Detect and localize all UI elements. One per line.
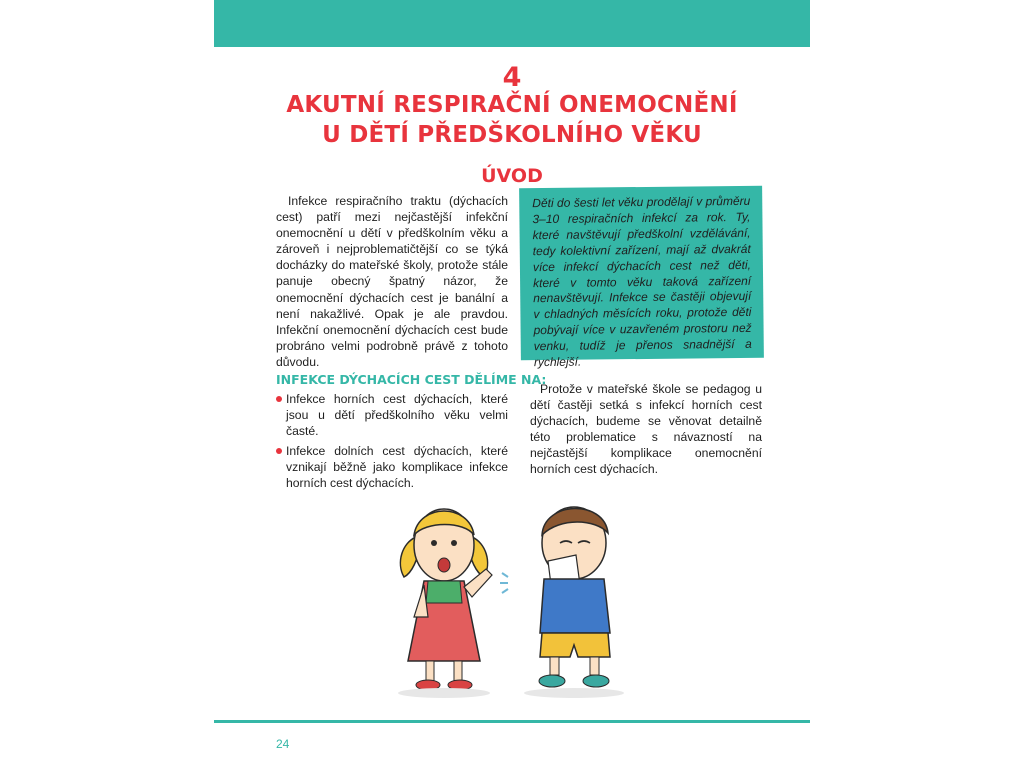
page-number: 24 (276, 737, 290, 751)
infection-division-list (276, 391, 508, 495)
bullet-dot-icon (276, 396, 282, 402)
bottom-rule (214, 720, 810, 723)
boy-figure (539, 507, 610, 687)
list-item (276, 391, 508, 439)
top-color-band (214, 0, 810, 47)
highlight-text: Děti do šesti let věku prodělají v průměru 3–10 respiračních infekcí za rok. Ty, které navštěvují předškolní vzdělávání, tedy kolektivní zařízení, mají až dvakrát více infekcí dýchacích cest než děti, které v tomto věku taková zařízení nenavštěvují. Infekce se častěji objevují v chladných měsících roku, protože děti pobývají více v uzavřeném prostoru než venku, tudíž je přenos snadnější a rychlejší. (532, 193, 752, 370)
sneeze-droplets (500, 573, 508, 593)
girl-figure (400, 509, 492, 690)
right-paragraph: Protože v mateřské škole se pedagog u dětí častěji setká s infekcí horních cest dýchacích, budeme se věnovat detailně této problematice s návazností na nejčastější komplikace onemocnění horních cest dýchacích. (530, 382, 762, 477)
intro-paragraph: Infekce respiračního traktu (dýchacích cest) patří mezi nejčastější infekční onemocnění u dětí v předškolním věku a zároveň i nejproblematičtější co se týká docházky do mateřské školy, protože stále panuje obecný špatný názor, že onemocnění dýchacích cest je banální a není nakažlivé. Opak je ale pravdou. Infekční onemocnění dýchacích cest bude probráno velmi podrobně právě z tohoto důvodu. (276, 194, 508, 369)
list-item-text: Infekce dolních cest dýchacích, které vznikají běžně jako komplikace infekce horních cest dýchacích. (286, 444, 508, 490)
list-item-text: Infekce horních cest dýchacích, které jsou u dětí předškolního věku velmi časté. (286, 392, 508, 438)
section-heading-uvod: ÚVOD (481, 165, 543, 187)
book-page (214, 0, 810, 768)
highlight-box (519, 186, 764, 370)
bullet-dot-icon (276, 448, 282, 454)
list-item (276, 443, 508, 491)
children-illustration (364, 485, 664, 705)
chapter-number: 4 (502, 62, 522, 93)
chapter-title-line-2: U DĚTÍ PŘEDŠKOLNÍHO VĚKU (322, 122, 702, 148)
infection-division-heading: INFEKCE DÝCHACÍCH CEST DĚLÍME NA: (276, 372, 547, 387)
chapter-title-line-1: AKUTNÍ RESPIRAČNÍ ONEMOCNĚNÍ (286, 92, 738, 118)
chapter-title (214, 90, 810, 150)
